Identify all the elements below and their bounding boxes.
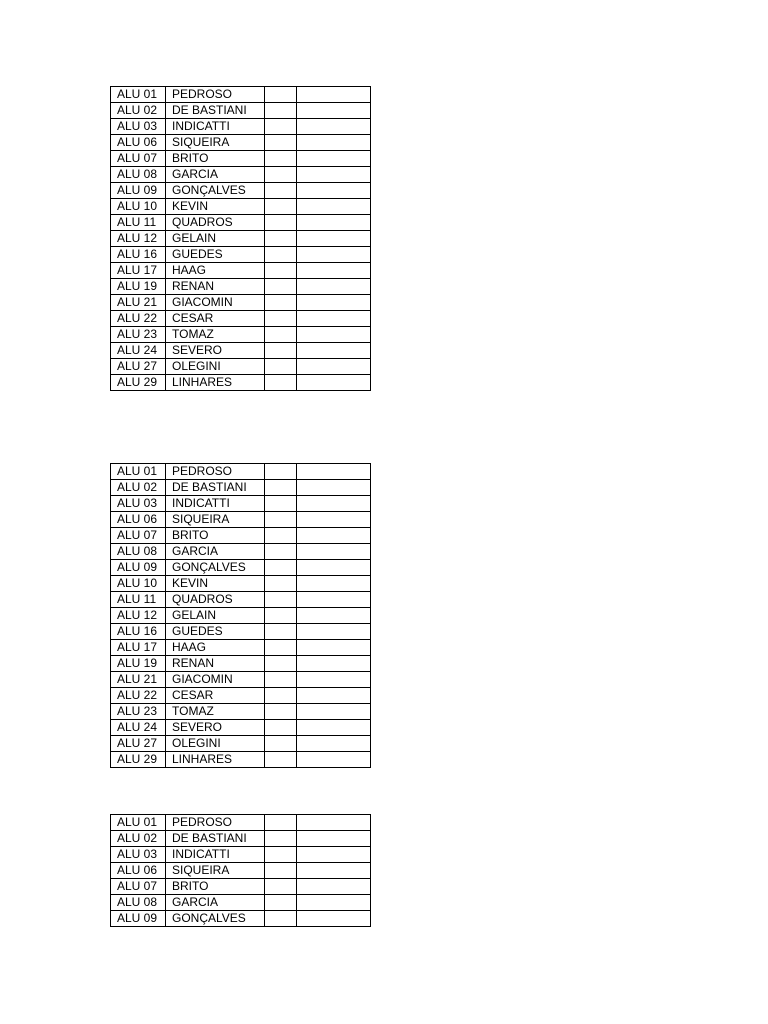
empty-cell[interactable]: [297, 895, 371, 911]
student-name-cell: TOMAZ: [166, 327, 265, 343]
table-row: [111, 688, 371, 704]
student-name-cell: GARCIA: [166, 895, 265, 911]
empty-cell[interactable]: [297, 480, 371, 496]
student-code-cell: ALU 27: [111, 359, 166, 375]
student-code-cell: ALU 03: [111, 496, 166, 512]
table-row: [111, 720, 371, 736]
empty-cell[interactable]: [265, 528, 297, 544]
student-code-cell: ALU 22: [111, 311, 166, 327]
student-code-cell: ALU 16: [111, 247, 166, 263]
table-row: [111, 752, 371, 768]
student-code-cell: ALU 19: [111, 656, 166, 672]
empty-cell[interactable]: [265, 480, 297, 496]
student-name-cell: CESAR: [166, 688, 265, 704]
student-code-cell: ALU 06: [111, 135, 166, 151]
table-row: [111, 624, 371, 640]
empty-cell[interactable]: [297, 103, 371, 119]
student-name-cell: LINHARES: [166, 752, 265, 768]
student-name-cell: INDICATTI: [166, 496, 265, 512]
table-row: [111, 911, 371, 927]
empty-cell[interactable]: [297, 87, 371, 103]
student-name-cell: GONÇALVES: [166, 560, 265, 576]
student-code-cell: ALU 29: [111, 375, 166, 391]
empty-cell[interactable]: [265, 183, 297, 199]
student-name-cell: LINHARES: [166, 375, 265, 391]
empty-cell[interactable]: [297, 135, 371, 151]
table-row: [111, 560, 371, 576]
table-row: [111, 167, 371, 183]
student-name-cell: OLEGINI: [166, 359, 265, 375]
empty-cell[interactable]: [265, 295, 297, 311]
student-code-cell: ALU 24: [111, 720, 166, 736]
empty-cell[interactable]: [265, 879, 297, 895]
empty-cell[interactable]: [265, 263, 297, 279]
student-name-cell: RENAN: [166, 279, 265, 295]
empty-cell[interactable]: [297, 183, 371, 199]
table-row: [111, 496, 371, 512]
empty-cell[interactable]: [265, 672, 297, 688]
empty-cell[interactable]: [297, 528, 371, 544]
empty-cell[interactable]: [265, 167, 297, 183]
student-name-cell: GUEDES: [166, 247, 265, 263]
student-name-cell: HAAG: [166, 263, 265, 279]
table-row: [111, 183, 371, 199]
student-name-cell: OLEGINI: [166, 736, 265, 752]
table-row: [111, 343, 371, 359]
student-name-cell: QUADROS: [166, 592, 265, 608]
student-name-cell: DE BASTIANI: [166, 480, 265, 496]
empty-cell[interactable]: [265, 87, 297, 103]
empty-cell[interactable]: [297, 879, 371, 895]
empty-cell[interactable]: [265, 375, 297, 391]
empty-cell[interactable]: [265, 576, 297, 592]
student-code-cell: ALU 02: [111, 103, 166, 119]
empty-cell[interactable]: [265, 103, 297, 119]
student-code-cell: ALU 09: [111, 183, 166, 199]
table-row: [111, 656, 371, 672]
table-row: [111, 295, 371, 311]
student-name-cell: PEDROSO: [166, 815, 265, 831]
student-name-cell: GELAIN: [166, 608, 265, 624]
empty-cell[interactable]: [297, 359, 371, 375]
empty-cell[interactable]: [265, 327, 297, 343]
table-row: [111, 592, 371, 608]
student-name-cell: BRITO: [166, 879, 265, 895]
table-row: [111, 847, 371, 863]
empty-cell[interactable]: [297, 592, 371, 608]
table-row: [111, 672, 371, 688]
table-row: [111, 879, 371, 895]
empty-cell[interactable]: [297, 752, 371, 768]
empty-cell[interactable]: [297, 279, 371, 295]
table-row: [111, 215, 371, 231]
student-name-cell: SIQUEIRA: [166, 512, 265, 528]
student-code-cell: ALU 06: [111, 512, 166, 528]
empty-cell[interactable]: [265, 279, 297, 295]
student-code-cell: ALU 09: [111, 911, 166, 927]
student-name-cell: GARCIA: [166, 544, 265, 560]
table-row: [111, 736, 371, 752]
empty-cell[interactable]: [297, 464, 371, 480]
empty-cell[interactable]: [297, 704, 371, 720]
table-row: [111, 103, 371, 119]
empty-cell[interactable]: [265, 151, 297, 167]
student-name-cell: HAAG: [166, 640, 265, 656]
empty-cell[interactable]: [265, 135, 297, 151]
empty-cell[interactable]: [265, 624, 297, 640]
student-code-cell: ALU 19: [111, 279, 166, 295]
empty-cell[interactable]: [265, 704, 297, 720]
table-row: [111, 135, 371, 151]
student-name-cell: PEDROSO: [166, 87, 265, 103]
empty-cell[interactable]: [265, 215, 297, 231]
empty-cell[interactable]: [265, 247, 297, 263]
roster-table-1: [110, 86, 371, 391]
roster-body: [111, 87, 371, 391]
student-code-cell: ALU 23: [111, 327, 166, 343]
empty-cell[interactable]: [265, 311, 297, 327]
student-name-cell: SIQUEIRA: [166, 135, 265, 151]
empty-cell[interactable]: [297, 560, 371, 576]
student-code-cell: ALU 11: [111, 592, 166, 608]
table-row: [111, 87, 371, 103]
student-code-cell: ALU 12: [111, 608, 166, 624]
empty-cell[interactable]: [297, 656, 371, 672]
student-name-cell: GELAIN: [166, 231, 265, 247]
table-row: [111, 464, 371, 480]
student-code-cell: ALU 11: [111, 215, 166, 231]
empty-cell[interactable]: [265, 847, 297, 863]
student-code-cell: ALU 01: [111, 87, 166, 103]
student-code-cell: ALU 07: [111, 879, 166, 895]
empty-cell[interactable]: [265, 464, 297, 480]
empty-cell[interactable]: [297, 343, 371, 359]
empty-cell[interactable]: [265, 199, 297, 215]
empty-cell[interactable]: [297, 512, 371, 528]
student-name-cell: BRITO: [166, 528, 265, 544]
empty-cell[interactable]: [297, 327, 371, 343]
empty-cell[interactable]: [265, 560, 297, 576]
empty-cell[interactable]: [297, 231, 371, 247]
empty-cell[interactable]: [297, 847, 371, 863]
empty-cell[interactable]: [265, 752, 297, 768]
student-code-cell: ALU 07: [111, 151, 166, 167]
student-code-cell: ALU 03: [111, 119, 166, 135]
student-code-cell: ALU 07: [111, 528, 166, 544]
roster-body: [111, 464, 371, 768]
empty-cell[interactable]: [297, 608, 371, 624]
empty-cell[interactable]: [265, 343, 297, 359]
empty-cell[interactable]: [265, 231, 297, 247]
student-name-cell: GARCIA: [166, 167, 265, 183]
empty-cell[interactable]: [265, 592, 297, 608]
student-name-cell: INDICATTI: [166, 119, 265, 135]
empty-cell[interactable]: [265, 359, 297, 375]
student-code-cell: ALU 08: [111, 167, 166, 183]
empty-cell[interactable]: [265, 496, 297, 512]
empty-cell[interactable]: [297, 295, 371, 311]
table-row: [111, 119, 371, 135]
student-code-cell: ALU 10: [111, 576, 166, 592]
empty-cell[interactable]: [265, 640, 297, 656]
empty-cell[interactable]: [297, 720, 371, 736]
empty-cell[interactable]: [265, 911, 297, 927]
student-name-cell: TOMAZ: [166, 704, 265, 720]
table-row: [111, 311, 371, 327]
empty-cell[interactable]: [297, 199, 371, 215]
empty-cell[interactable]: [265, 544, 297, 560]
student-name-cell: INDICATTI: [166, 847, 265, 863]
empty-cell[interactable]: [265, 863, 297, 879]
empty-cell[interactable]: [265, 119, 297, 135]
table-row: [111, 512, 371, 528]
student-name-cell: RENAN: [166, 656, 265, 672]
student-code-cell: ALU 16: [111, 624, 166, 640]
empty-cell[interactable]: [265, 815, 297, 831]
empty-cell[interactable]: [265, 736, 297, 752]
student-name-cell: KEVIN: [166, 576, 265, 592]
empty-cell[interactable]: [297, 496, 371, 512]
student-code-cell: ALU 27: [111, 736, 166, 752]
roster-body: [111, 815, 371, 927]
empty-cell[interactable]: [297, 863, 371, 879]
empty-cell[interactable]: [297, 688, 371, 704]
empty-cell[interactable]: [297, 624, 371, 640]
student-name-cell: GONÇALVES: [166, 183, 265, 199]
student-code-cell: ALU 02: [111, 831, 166, 847]
table-row: [111, 199, 371, 215]
student-code-cell: ALU 24: [111, 343, 166, 359]
student-name-cell: GIACOMIN: [166, 295, 265, 311]
student-code-cell: ALU 21: [111, 672, 166, 688]
student-name-cell: GUEDES: [166, 624, 265, 640]
empty-cell[interactable]: [297, 119, 371, 135]
empty-cell[interactable]: [297, 247, 371, 263]
table-row: [111, 327, 371, 343]
table-row: [111, 544, 371, 560]
table-row: [111, 895, 371, 911]
table-row: [111, 231, 371, 247]
table-row: [111, 640, 371, 656]
empty-cell[interactable]: [297, 215, 371, 231]
table-row: [111, 704, 371, 720]
student-code-cell: ALU 03: [111, 847, 166, 863]
student-name-cell: QUADROS: [166, 215, 265, 231]
student-name-cell: PEDROSO: [166, 464, 265, 480]
empty-cell[interactable]: [297, 736, 371, 752]
empty-cell[interactable]: [297, 263, 371, 279]
student-name-cell: KEVIN: [166, 199, 265, 215]
empty-cell[interactable]: [265, 656, 297, 672]
table-row: [111, 247, 371, 263]
table-row: [111, 863, 371, 879]
student-name-cell: GONÇALVES: [166, 911, 265, 927]
table-row: [111, 576, 371, 592]
empty-cell[interactable]: [297, 672, 371, 688]
table-row: [111, 359, 371, 375]
student-name-cell: DE BASTIANI: [166, 831, 265, 847]
student-name-cell: SEVERO: [166, 343, 265, 359]
student-name-cell: DE BASTIANI: [166, 103, 265, 119]
student-code-cell: ALU 09: [111, 560, 166, 576]
student-name-cell: CESAR: [166, 311, 265, 327]
student-code-cell: ALU 06: [111, 863, 166, 879]
empty-cell[interactable]: [297, 311, 371, 327]
roster-table-2: [110, 463, 371, 768]
table-row: [111, 528, 371, 544]
roster-table-3: [110, 814, 371, 927]
student-code-cell: ALU 12: [111, 231, 166, 247]
table-row: [111, 831, 371, 847]
student-code-cell: ALU 08: [111, 544, 166, 560]
student-name-cell: SEVERO: [166, 720, 265, 736]
empty-cell[interactable]: [265, 895, 297, 911]
table-row: [111, 151, 371, 167]
table-row: [111, 815, 371, 831]
student-code-cell: ALU 23: [111, 704, 166, 720]
student-code-cell: ALU 21: [111, 295, 166, 311]
table-row: [111, 279, 371, 295]
student-code-cell: ALU 01: [111, 464, 166, 480]
student-code-cell: ALU 01: [111, 815, 166, 831]
table-row: [111, 480, 371, 496]
table-row: [111, 263, 371, 279]
empty-cell[interactable]: [265, 512, 297, 528]
empty-cell[interactable]: [265, 720, 297, 736]
student-code-cell: ALU 10: [111, 199, 166, 215]
student-code-cell: ALU 08: [111, 895, 166, 911]
empty-cell[interactable]: [297, 815, 371, 831]
student-code-cell: ALU 22: [111, 688, 166, 704]
empty-cell[interactable]: [297, 831, 371, 847]
student-code-cell: ALU 17: [111, 263, 166, 279]
student-name-cell: GIACOMIN: [166, 672, 265, 688]
table-row: [111, 375, 371, 391]
empty-cell[interactable]: [297, 640, 371, 656]
empty-cell[interactable]: [297, 544, 371, 560]
empty-cell[interactable]: [297, 911, 371, 927]
empty-cell[interactable]: [297, 167, 371, 183]
student-code-cell: ALU 17: [111, 640, 166, 656]
student-name-cell: BRITO: [166, 151, 265, 167]
empty-cell[interactable]: [297, 151, 371, 167]
student-name-cell: SIQUEIRA: [166, 863, 265, 879]
table-row: [111, 608, 371, 624]
empty-cell[interactable]: [265, 831, 297, 847]
empty-cell[interactable]: [265, 688, 297, 704]
student-code-cell: ALU 29: [111, 752, 166, 768]
empty-cell[interactable]: [265, 608, 297, 624]
student-code-cell: ALU 02: [111, 480, 166, 496]
empty-cell[interactable]: [297, 576, 371, 592]
empty-cell[interactable]: [297, 375, 371, 391]
